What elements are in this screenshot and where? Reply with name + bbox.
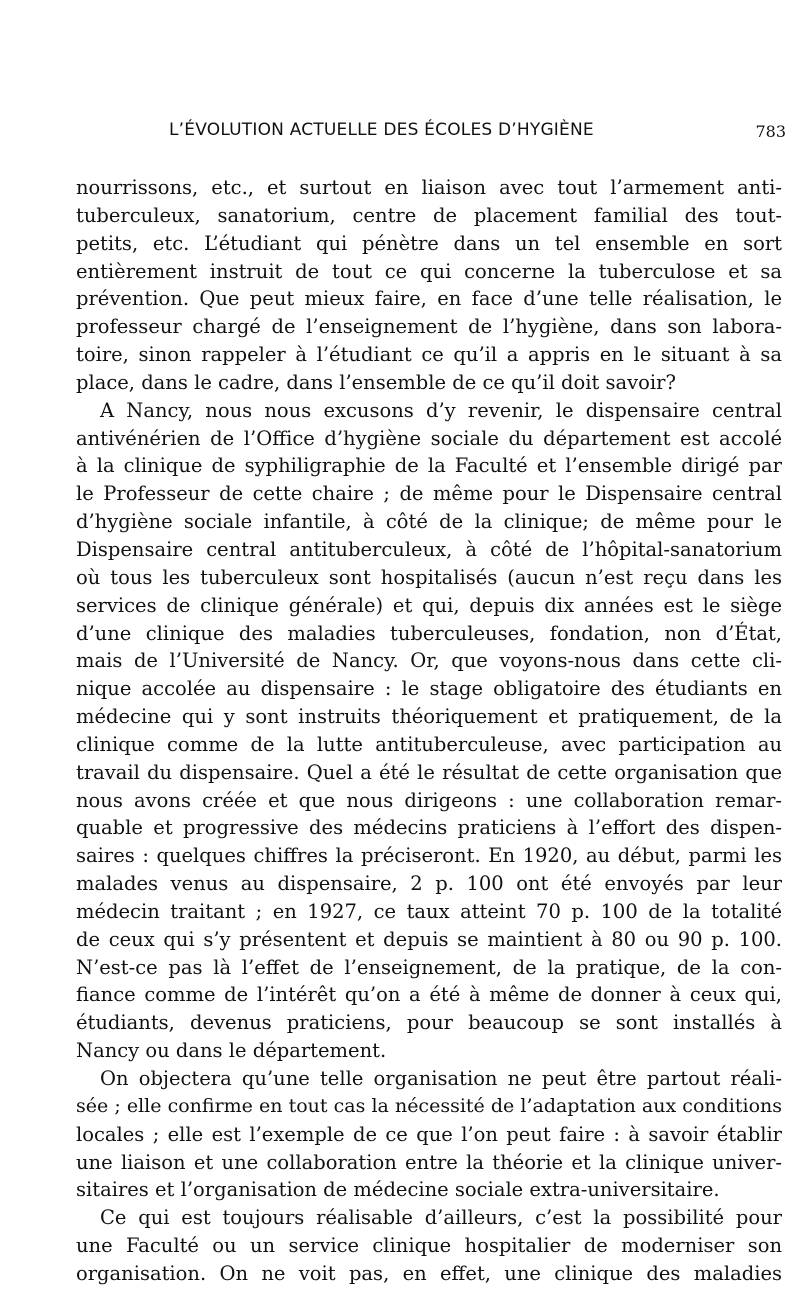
paragraph-first-line: A Nancy, nous nous excusons d’y revenir, le dispensaire central [100,398,782,422]
text-line: médecin traitant ; en 1927, ce taux atteint 70 p. 100 de la totalité [76,899,782,923]
text-line: à la clinique de syphiligraphie de la Faculté et l’ensemble dirigé par [76,454,782,478]
text-line: mais de l’Université de Nancy. Or, que voyons-nous dans cette cli- [76,649,782,673]
text-line: locales ; elle est l’exemple de ce que l’on peut faire : à savoir établir [76,1122,782,1146]
text-line: malades venus au dispensaire, 2 p. 100 ont été envoyés par leur [76,872,782,896]
text-line: quable et progressive des médecins praticiens à l’effort des dispen- [76,816,782,840]
text-line: sitaires et l’organisation de médecine sociale extra-universitaire. [76,1178,720,1202]
body-text [76,174,782,1288]
text-line: d’une clinique des maladies tuberculeuses, fondation, non d’État, [76,621,782,645]
text-line: place, dans le cadre, dans l’ensemble de ce qu’il doit savoir? [76,370,676,394]
running-title: L’ÉVOLUTION ACTUELLE DES ÉCOLES D’HYGIÈNE [169,120,594,140]
text-line: antivénérien de l’Office d’hygiène sociale du département est accolé [76,426,782,450]
text-line: saires : quelques chiffres la préciseront. En 1920, au début, parmi les [76,844,782,868]
text-line: une liaison et une collaboration entre la théorie et la clinique univer- [76,1150,782,1174]
text-line: d’hygiène sociale infantile, à côté de la clinique; de même pour le [76,510,782,534]
text-line: services de clinique générale) et qui, depuis dix années est le siège [76,593,782,617]
text-line: toire, sinon rappeler à l’étudiant ce qu’il a appris en le situant à sa [76,343,782,367]
text-line: nourrissons, etc., et surtout en liaison avec tout l’armement anti- [76,176,782,199]
text-line: Dispensaire central antituberculeux, à côté de l’hôpital-sanatorium [76,537,782,561]
paragraph-first-line: Ce qui est toujours réalisable d’ailleurs, c’est la possibilité pour [100,1206,782,1230]
text-line: médecine qui y sont instruits théoriquement et pratiquement, de la [76,705,782,729]
text-line: fiance comme de l’intérêt qu’on a été à même de donner à ceux qui, [76,983,782,1007]
text-line: le Professeur de cette chaire ; de même pour le Dispensaire central [76,482,782,506]
page-number: 783 [755,122,786,141]
text-line: prévention. Que peut mieux faire, en face d’une telle réalisation, le [76,287,782,311]
text-line: clinique comme de la lutte antituberculeuse, avec participation au [76,732,782,756]
text-line: entièrement instruit de tout ce qui concerne la tuberculose et sa [76,259,782,283]
text-line: nique accolée au dispensaire : le stage obligatoire des étudiants en [76,677,782,701]
text-line: professeur chargé de l’enseignement de l’hygiène, dans son labora- [76,315,782,339]
text-line: travail du dispensaire. Quel a été le résultat de cette organisation que [76,760,782,784]
text-line: organisation. On ne voit pas, en effet, une clinique des maladies [76,1261,782,1285]
text-line: N’est-ce pas là l’effet de l’enseignement, de la pratique, de la con- [76,955,782,979]
text-line: une Faculté ou un service clinique hospitalier de moderniser son [76,1234,782,1258]
text-line: où tous les tuberculeux sont hospitalisés (aucun n’est reçu dans les [76,565,782,589]
text-line: étudiants, devenus praticiens, pour beaucoup se sont installés à [76,1011,782,1035]
text-line: petits, etc. L’étudiant qui pénètre dans un tel ensemble en sort [76,231,782,255]
text-line: de ceux qui s’y présentent et depuis se maintient à 80 ou 90 p. 100. [76,927,782,951]
paragraph-first-line: On objectera qu’une telle organisation ne peut être partout réali- [100,1067,782,1090]
running-header [76,120,786,150]
text-line: tuberculeux, sanatorium, centre de placement familial des tout- [76,203,782,227]
text-line: nous avons créée et que nous dirigeons : une collaboration remar- [76,788,782,812]
text-line: Nancy ou dans le département. [76,1039,387,1063]
text-line: sée ; elle confirme en tout cas la nécessité de l’adaptation aux conditions [76,1094,782,1117]
